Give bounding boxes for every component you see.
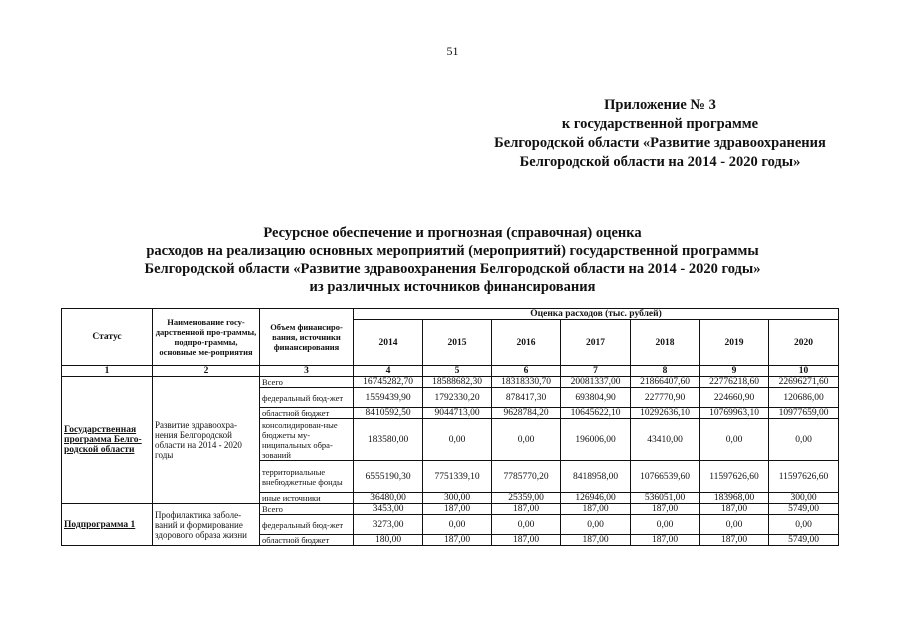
table-cell: 16745282,70 xyxy=(354,377,423,388)
table-cell: 120686,00 xyxy=(769,388,839,408)
table-cell: 187,00 xyxy=(423,535,492,546)
table-cell: 187,00 xyxy=(700,535,769,546)
column-number: 1 xyxy=(62,366,153,377)
table-cell: 5749,00 xyxy=(769,504,839,515)
appendix-line: Приложение № 3 xyxy=(604,97,716,113)
table-cell: 0,00 xyxy=(423,419,492,461)
header-year: 2016 xyxy=(492,320,561,366)
row-name: Профилактика заболе-ваний и формирование здорового образа жизни xyxy=(153,504,260,546)
row-source: Всего xyxy=(260,377,354,388)
title-line: расходов на реализацию основных мероприятий (мероприятий) государственной программы xyxy=(146,243,759,259)
appendix-line: к государственной программе xyxy=(561,116,759,132)
title-line: Белгородской области «Развитие здравоохранения Белгородской области на 2014 - 2020 годы» xyxy=(144,261,761,277)
header-source: Объем финансиро-вания, источники финансирования xyxy=(260,309,354,366)
document-title xyxy=(0,224,905,296)
appendix-line: Белгородской области «Развитие здравоохранения xyxy=(494,135,826,151)
table-cell: 187,00 xyxy=(700,504,769,515)
table-cell: 0,00 xyxy=(700,515,769,535)
table-cell: 10769963,10 xyxy=(700,408,769,419)
row-source: Всего xyxy=(260,504,354,515)
header-name: Наименование госу-дарственной про-граммы, подпро-граммы, основные ме-роприятия xyxy=(153,309,260,366)
table-cell: 300,00 xyxy=(769,493,839,504)
header-year: 2017 xyxy=(561,320,631,366)
table-cell: 187,00 xyxy=(561,535,631,546)
table-cell: 11597626,60 xyxy=(700,461,769,493)
column-number: 10 xyxy=(769,366,839,377)
column-number: 3 xyxy=(260,366,354,377)
column-number-row xyxy=(62,366,839,377)
budget-table xyxy=(61,308,839,546)
table-cell: 224660,90 xyxy=(700,388,769,408)
table-cell: 227770,90 xyxy=(631,388,700,408)
table-cell: 22696271,60 xyxy=(769,377,839,388)
row-source: федеральный бюд-жет xyxy=(260,515,354,535)
header-year: 2014 xyxy=(354,320,423,366)
row-source: областной бюджет xyxy=(260,408,354,419)
table-cell: 0,00 xyxy=(423,515,492,535)
table-cell: 10645622,10 xyxy=(561,408,631,419)
row-status: Государственная программа Белго-родской области xyxy=(62,377,153,504)
table-cell: 0,00 xyxy=(561,515,631,535)
table-cell: 18318330,70 xyxy=(492,377,561,388)
table-cell: 18588682,30 xyxy=(423,377,492,388)
title-line: из различных источников финансирования xyxy=(309,279,596,295)
table-cell: 3273,00 xyxy=(354,515,423,535)
table-cell: 10977659,00 xyxy=(769,408,839,419)
table-cell: 8410592,50 xyxy=(354,408,423,419)
column-number: 5 xyxy=(423,366,492,377)
table-cell: 5749,00 xyxy=(769,535,839,546)
table-cell: 187,00 xyxy=(423,504,492,515)
column-number: 2 xyxy=(153,366,260,377)
table-cell: 693804,90 xyxy=(561,388,631,408)
table-cell: 183968,00 xyxy=(700,493,769,504)
table-cell: 21866407,60 xyxy=(631,377,700,388)
table-cell: 10292636,10 xyxy=(631,408,700,419)
row-source: территориальные внебюджетные фонды xyxy=(260,461,354,493)
row-name: Развитие здравоохра-нения Белгородской области на 2014 - 2020 годы xyxy=(153,377,260,504)
table-cell: 0,00 xyxy=(769,515,839,535)
table-cell: 187,00 xyxy=(561,504,631,515)
table-row xyxy=(62,504,839,515)
column-number: 4 xyxy=(354,366,423,377)
table-cell: 43410,00 xyxy=(631,419,700,461)
table-cell: 36480,00 xyxy=(354,493,423,504)
appendix-caption xyxy=(480,96,840,172)
header-estimate: Оценка расходов (тыс. рублей) xyxy=(354,309,839,320)
table-cell: 6555190,30 xyxy=(354,461,423,493)
table-cell: 7785770,20 xyxy=(492,461,561,493)
table-cell: 0,00 xyxy=(700,419,769,461)
table-cell: 878417,30 xyxy=(492,388,561,408)
table-cell: 187,00 xyxy=(631,504,700,515)
table-cell: 0,00 xyxy=(492,515,561,535)
table-cell: 25359,00 xyxy=(492,493,561,504)
table-cell: 187,00 xyxy=(492,535,561,546)
table-cell: 187,00 xyxy=(631,535,700,546)
table-cell: 10766539,60 xyxy=(631,461,700,493)
row-source: федеральный бюд-жет xyxy=(260,388,354,408)
table-cell: 8418958,00 xyxy=(561,461,631,493)
table-cell: 9628784,20 xyxy=(492,408,561,419)
header-year: 2015 xyxy=(423,320,492,366)
appendix-line: Белгородской области на 2014 - 2020 годы» xyxy=(519,154,801,170)
column-number: 9 xyxy=(700,366,769,377)
table-cell: 11597626,60 xyxy=(769,461,839,493)
table-cell: 187,00 xyxy=(492,504,561,515)
table-cell: 126946,00 xyxy=(561,493,631,504)
header-year: 2018 xyxy=(631,320,700,366)
header-status: Статус xyxy=(62,309,153,366)
row-source: иные источники xyxy=(260,493,354,504)
header-year: 2019 xyxy=(700,320,769,366)
table-cell: 0,00 xyxy=(631,515,700,535)
table-cell: 300,00 xyxy=(423,493,492,504)
row-status: Подпрограмма 1 xyxy=(62,504,153,546)
table-cell: 0,00 xyxy=(492,419,561,461)
table-cell: 20081337,00 xyxy=(561,377,631,388)
header-year: 2020 xyxy=(769,320,839,366)
row-source: консолидирован-ные бюджеты му-ниципальных обра-зований xyxy=(260,419,354,461)
table-cell: 536051,00 xyxy=(631,493,700,504)
table-cell: 3453,00 xyxy=(354,504,423,515)
table-cell: 183580,00 xyxy=(354,419,423,461)
column-number: 8 xyxy=(631,366,700,377)
table-cell: 0,00 xyxy=(769,419,839,461)
row-source: областной бюджет xyxy=(260,535,354,546)
title-line: Ресурсное обеспечение и прогнозная (справочная) оценка xyxy=(263,225,642,241)
table-row xyxy=(62,377,839,388)
table-cell: 180,00 xyxy=(354,535,423,546)
page-number: 51 xyxy=(446,44,459,58)
table-cell: 196006,00 xyxy=(561,419,631,461)
table-cell: 7751339,10 xyxy=(423,461,492,493)
table-cell: 1792330,20 xyxy=(423,388,492,408)
table-cell: 1559439,90 xyxy=(354,388,423,408)
column-number: 7 xyxy=(561,366,631,377)
table-cell: 9044713,00 xyxy=(423,408,492,419)
table-cell: 22776218,60 xyxy=(700,377,769,388)
column-number: 6 xyxy=(492,366,561,377)
